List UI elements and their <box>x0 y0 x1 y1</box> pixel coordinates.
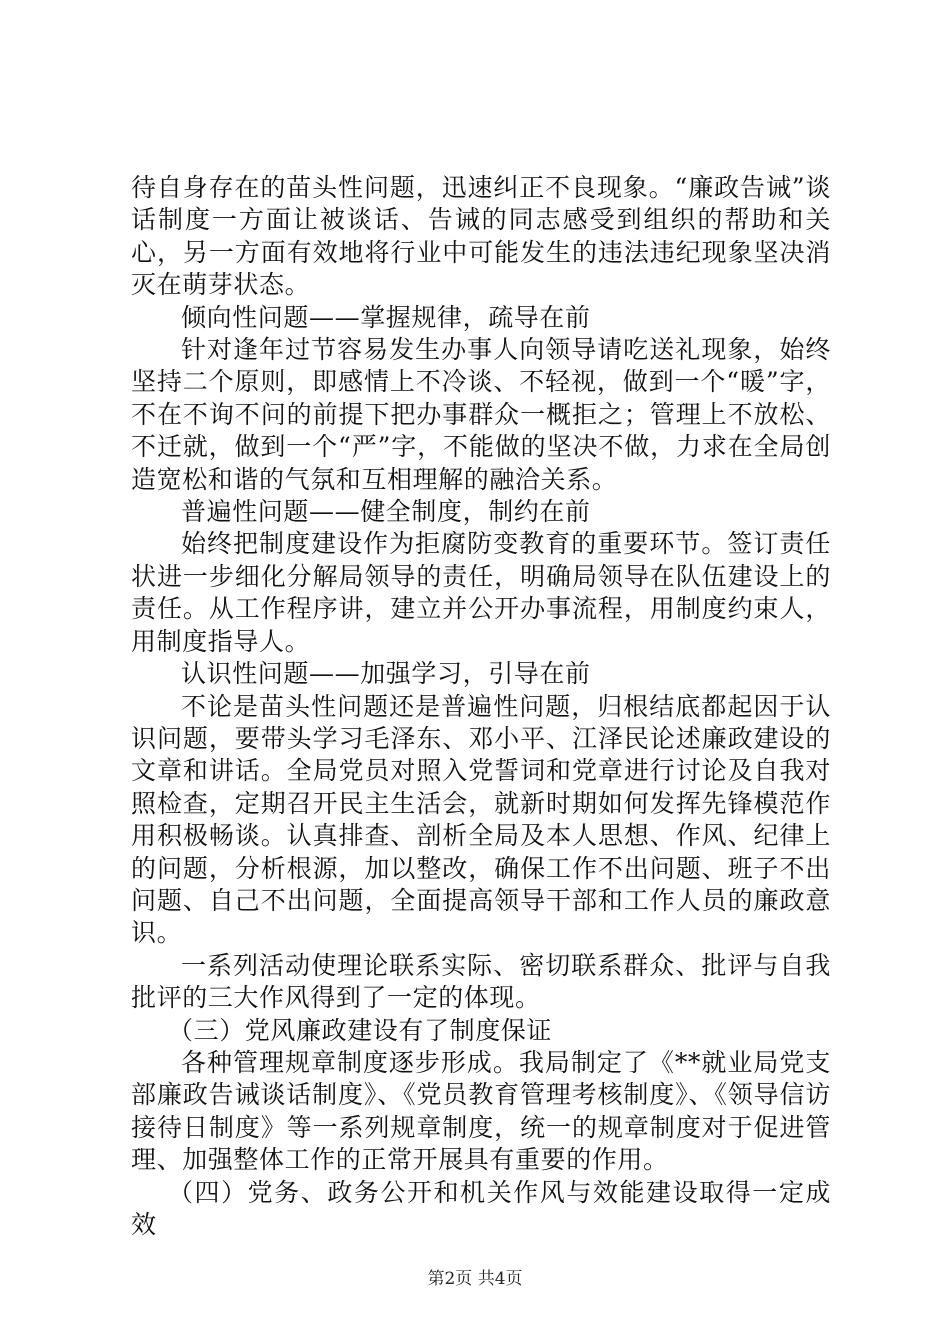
paragraph-tendency: 针对逢年过节容易发生办事人向领导请吃送礼现象，始终坚持二个原则，即感情上不冷谈、不轻视，做到一个“暖”字，不在不询不问的前提下把办事群众一概拒之；管理上不放松、不迁就，做到一个“严”字，不能做的坚决不做，力求在全局创造宽松和谐的气氛和互相理解的融洽关系。 <box>131 335 831 494</box>
section-heading-tendency: 倾向性问题——掌握规律，疏导在前 <box>181 302 591 332</box>
document-body <box>131 172 831 1241</box>
page-footer: 第2页 共4页 <box>427 1269 523 1289</box>
section-heading-awareness: 认识性问题——加强学习，引导在前 <box>181 659 591 689</box>
paragraph-awareness: 不论是苗头性问题还是普遍性问题，归根结底都起因于认识问题，要带头学习毛泽东、邓小平、江泽民论述廉政建设的文章和讲话。全局党员对照入党誓词和党章进行讨论及自我对照检查，定期召开民主生活会，就新时期如何发挥先锋模范作用积极畅谈。认真排查、剖析全局及本人思想、作风、纪律上的问题，分析根源，加以整改，确保工作不出问题、班子不出问题、自己不出问题，全面提高领导干部和工作人员的廉政意识。 <box>131 691 831 948</box>
section-heading-4: （四）党务、政务公开和机关作风与效能建设取得一定成效 <box>131 1177 831 1239</box>
paragraph-summary: 一系列活动使理论联系实际、密切联系群众、批评与自我批评的三大作风得到了一定的体现。 <box>131 950 831 1013</box>
paragraph-universal: 始终把制度建设作为拒腐防变教育的重要环节。签订责任状进一步细化分解局领导的责任，明确局领导在队伍建设上的责任。从工作程序讲，建立并公开办事流程，用制度约束人，用制度指导人。 <box>131 529 831 656</box>
paragraph-regulations: 各种管理规章制度逐步形成。我局制定了《**就业局党支部廉政告诫谈话制度》、《党员教育管理考核制度》、《领导信访接待日制度》等一系列规章制度，统一的规章制度对于促进管理、加强整体工作的正常开展具有重要的作用。 <box>131 1047 831 1175</box>
section-heading-universal: 普遍性问题——健全制度，制约在前 <box>181 497 591 527</box>
paragraph-continuation: 待自身存在的苗头性问题，迅速纠正不良现象。“廉政告诫”谈话制度一方面让被谈话、告诫的同志感受到组织的帮助和关心，另一方面有效地将行业中可能发生的违法违纪现象坚决消灭在萌芽状态。 <box>131 173 831 300</box>
section-heading-3: （三）党风廉政建设有了制度保证 <box>168 1015 553 1045</box>
